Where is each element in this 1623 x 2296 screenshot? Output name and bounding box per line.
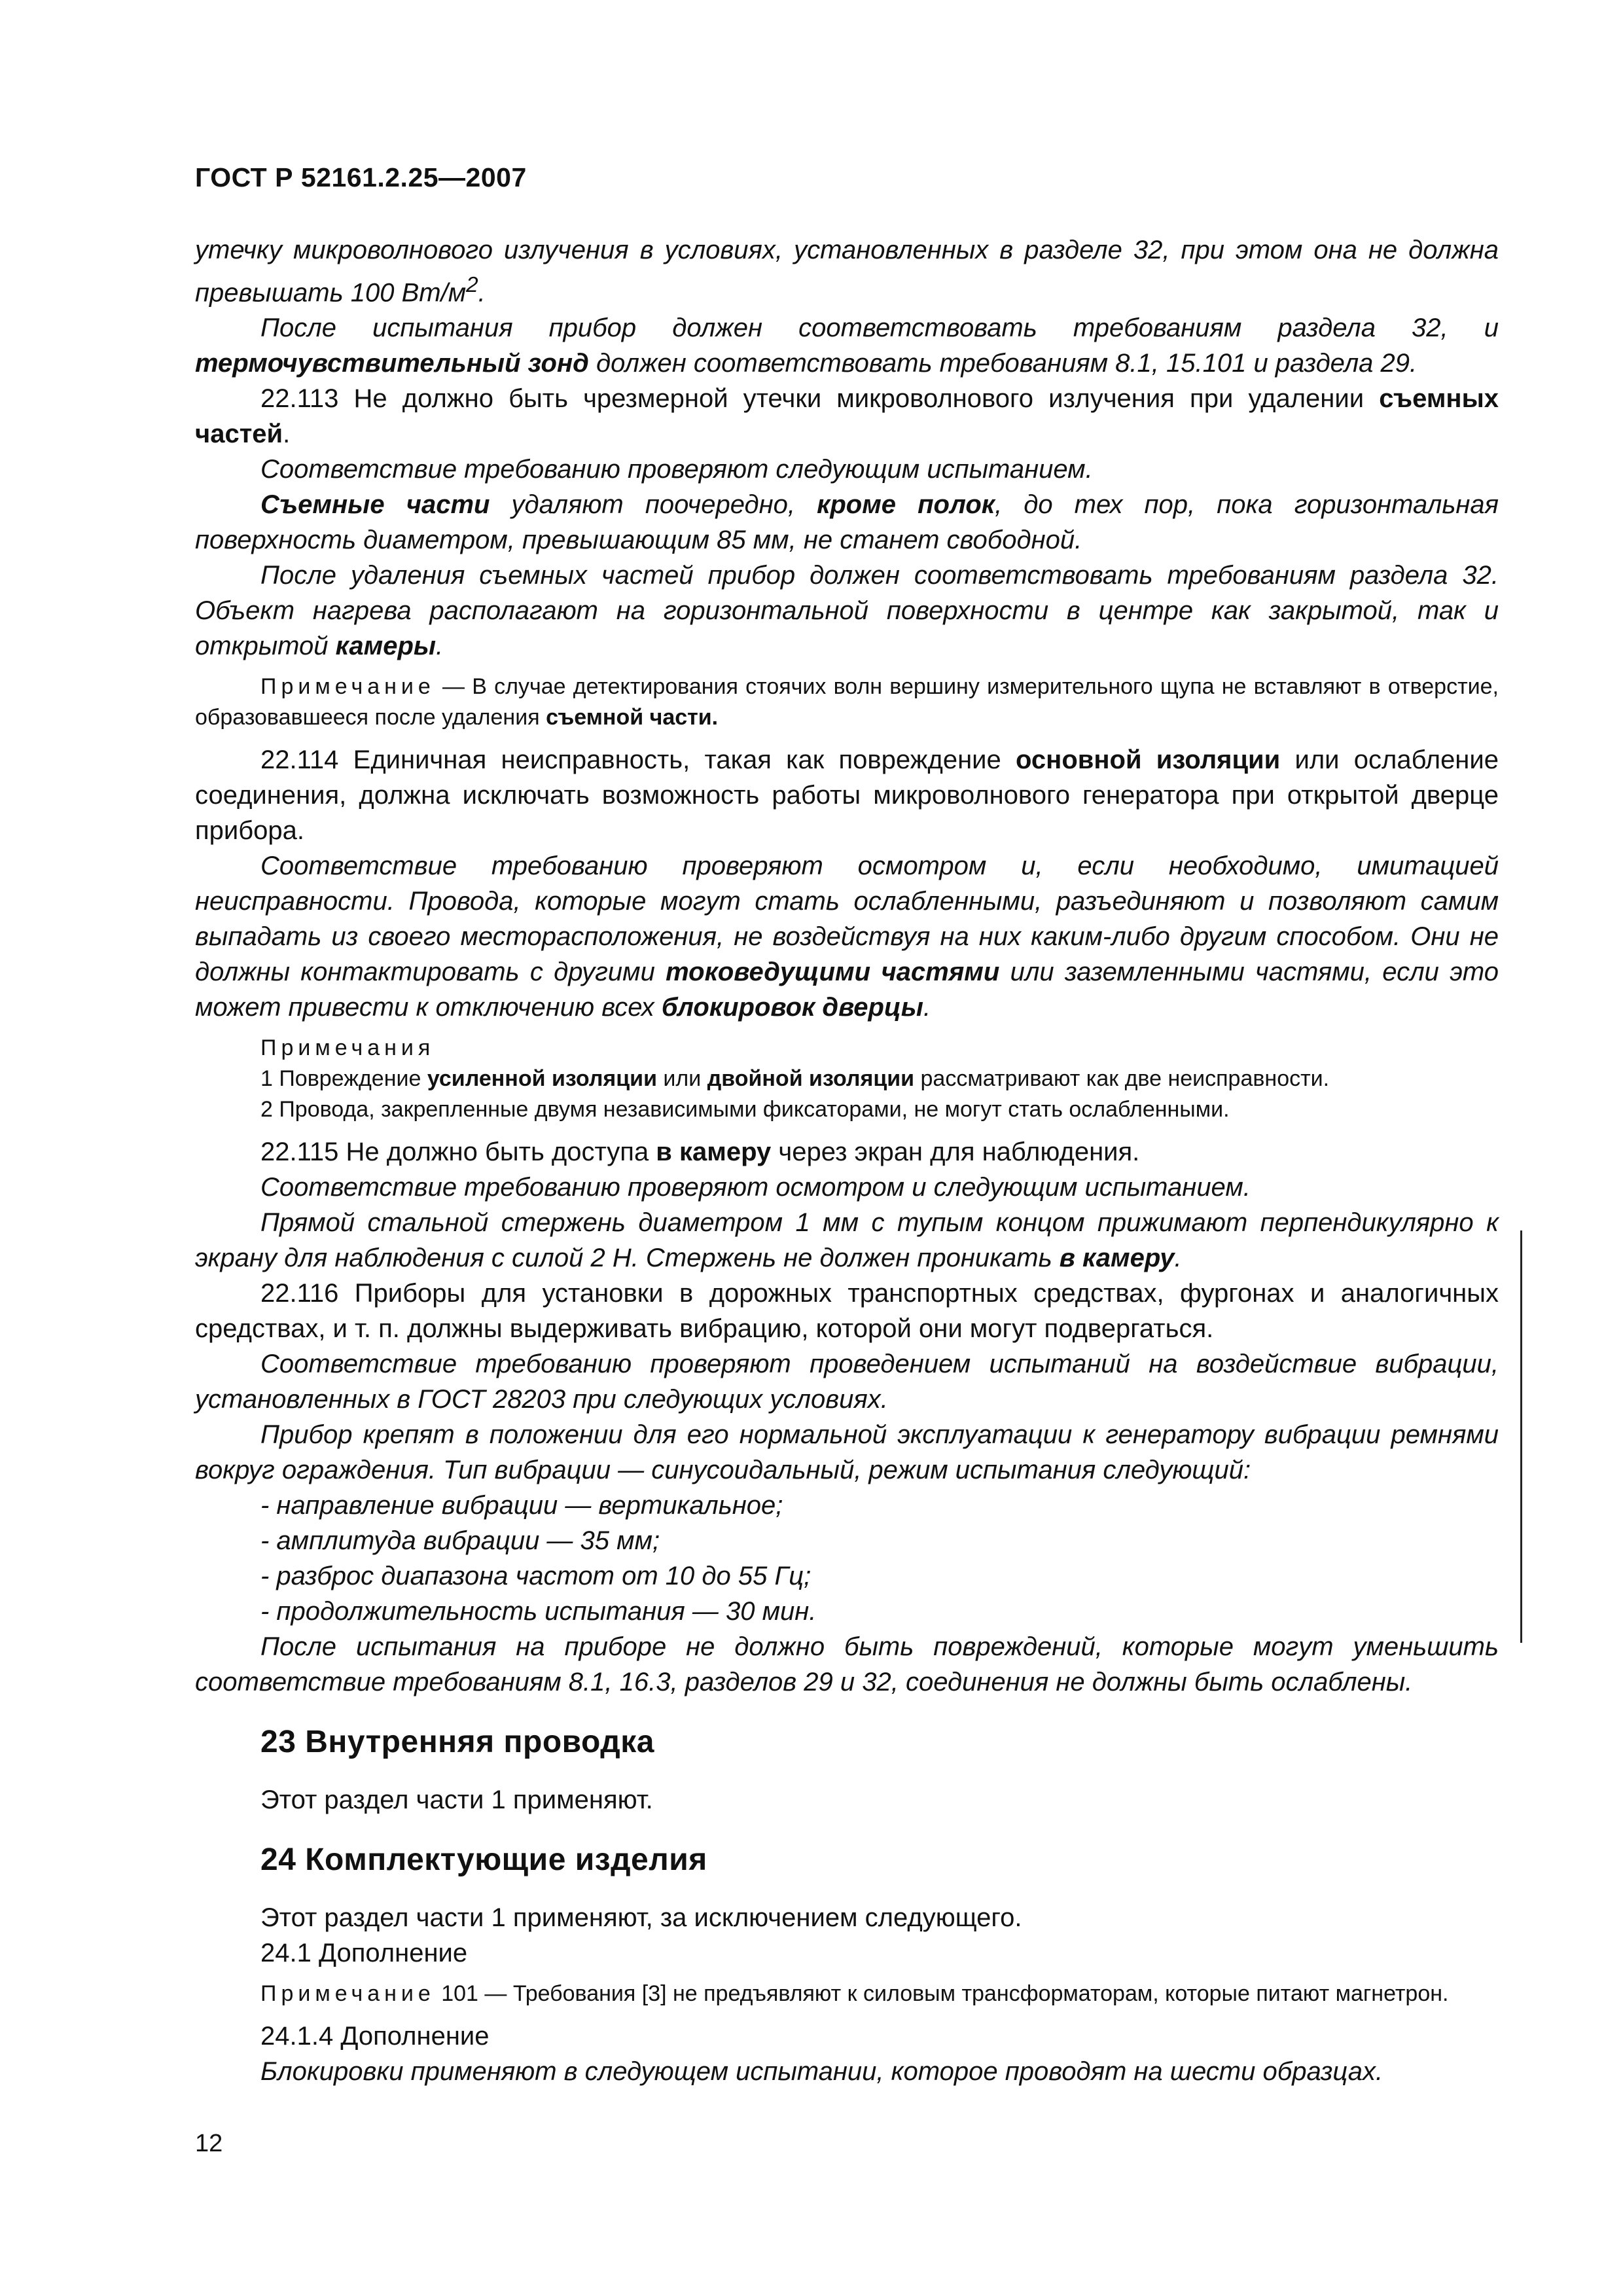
paragraph: Съемные части удаляют поочередно, кроме полок, до тех пор, пока горизонтальная поверхность диаметром, превышающим 85 мм, не станет свободной. [195,490,1499,555]
page-number: 12 [195,2130,223,2157]
notes-label: Примечания [260,1035,435,1061]
term: основной изоляции [1016,745,1281,775]
term: термочувствительный зонд [195,349,589,378]
paragraph: Этот раздел части 1 применяют. [260,1785,653,1815]
paragraph: Прямой стальной стержень диаметром 1 мм с тупым концом прижимают перпендикулярно к экрану для наблюдения с силой 2 Н. Стержень не должен проникать в камеру. [195,1208,1499,1273]
term: кроме полок [817,490,995,520]
body-text [195,232,1499,2089]
subclause-24-1-4: 24.1.4 Дополнение [260,2022,490,2051]
term: Съемные части [260,490,490,520]
note-item-1: 1 Повреждение усиленной изоляции или двойной изоляции рассматривают как две неисправности. [260,1066,1330,1092]
paragraph: Соответствие требованию проверяют проведением испытаний на воздействие вибрации, установленных в ГОСТ 28203 при следующих условиях. [195,1350,1499,1414]
section-heading-23: 23 Внутренняя проводка [260,1725,654,1760]
note-101: Примечание 101 — Требования [3] не предъявляют к силовым трансформаторам, которые питают магнетрон. [260,1981,1449,2007]
clause-22-113: 22.113 Не должно быть чрезмерной утечки микроволнового излучения при удалении съемных частей. [195,384,1499,449]
paragraph: После удаления съемных частей прибор должен соответствовать требованиям раздела 32. Объект нагрева располагают на горизонтальной поверхности в центре как закрытой, так и открытой камеры. [195,561,1499,661]
paragraph: Блокировки применяют в следующем испытании, которое проводят на шести образцах. [260,2057,1383,2087]
paragraph: После испытания прибор должен соответствовать требованиям раздела 32, и термочувствительный зонд должен соответствовать требованиям 8.1, 15.101 и раздела 29. [195,314,1499,378]
note-item-2: 2 Провода, закрепленные двумя независимыми фиксаторами, не могут стать ослабленными. [260,1097,1230,1122]
list-item: - разброс диапазона частот от 10 до 55 Гц; [260,1562,812,1591]
list-item: - амплитуда вибрации — 35 мм; [260,1526,660,1556]
list-item: - направление вибрации — вертикальное; [260,1491,783,1520]
superscript: 2 [466,273,478,297]
clause-22-114: 22.114 Единичная неисправность, такая как повреждение основной изоляции или ослабление соединения, должна исключать возможность работы микроволнового генератора при открытой дверце прибора. [195,745,1499,846]
section-heading-24: 24 Комплектующие изделия [260,1842,707,1878]
paragraph: Соответствие требованию проверяют осмотром и следующим испытанием. [260,1173,1251,1202]
note-label: Примечание [260,674,435,700]
term: съемной части. [546,705,719,730]
term: в камеру [656,1138,772,1167]
paragraph: утечку микроволнового излучения в условиях, установленных в разделе 32, при этом она не должна превышать 100 $Вт/м^2$. [195,236,1499,308]
term: съемных частей [195,384,1499,449]
note-label: Примечание [260,1981,435,2007]
paragraph: Соответствие требованию проверяют следующим испытанием. [260,455,1093,484]
subclause-24-1: 24.1 Дополнение [260,1939,468,1968]
paragraph: Прибор крепят в положении для его нормальной эксплуатации к генератору вибрации ремнями вокруг ограждения. Тип вибрации — синусоидальный, режим испытания следующий: [195,1420,1499,1485]
list-item: - продолжительность испытания — 30 мин. [260,1597,817,1626]
term: блокировок дверцы [661,993,923,1022]
paragraph: Этот раздел части 1 применяют, за исключением следующего. [260,1903,1022,1933]
paragraph: Соответствие требованию проверяют осмотром и, если необходимо, имитацией неисправности. Провода, которые могут стать ослабленными, разъединяют и позволяют самим выпадать из своего месторасположения, не воздействуя на них каким-либо другим способом. Они не должны контактировать с другими токоведущими частями или заземленными частями, если это может привести к отключению всех блокировок дверцы. [195,852,1499,1022]
paragraph: После испытания на приборе не должно быть повреждений, которые могут уменьшить соответствие требованиям 8.1, 16.3, разделов 29 и 32, соединения не должны быть ослаблены. [195,1632,1499,1697]
term: токоведущими частями [666,958,1000,987]
revision-bar [1520,1230,1522,1643]
term: камеры [335,632,437,661]
page-header-standard-number: ГОСТ Р 52161.2.25—2007 [195,162,527,192]
note: Примечание — В случае детектирования стоячих волн вершину измерительного щупа не вставляют в отверстие, образовавшееся после удаления съемной части. [195,674,1499,730]
clause-22-116: 22.116 Приборы для установки в дорожных транспортных средствах, фургонах и аналогичных средствах, и т. п. должны выдерживать вибрацию, которой они могут подвергаться. [195,1279,1499,1344]
clause-22-115: 22.115 Не должно быть доступа в камеру через экран для наблюдения. [260,1138,1140,1167]
term: в камеру [1059,1244,1175,1273]
